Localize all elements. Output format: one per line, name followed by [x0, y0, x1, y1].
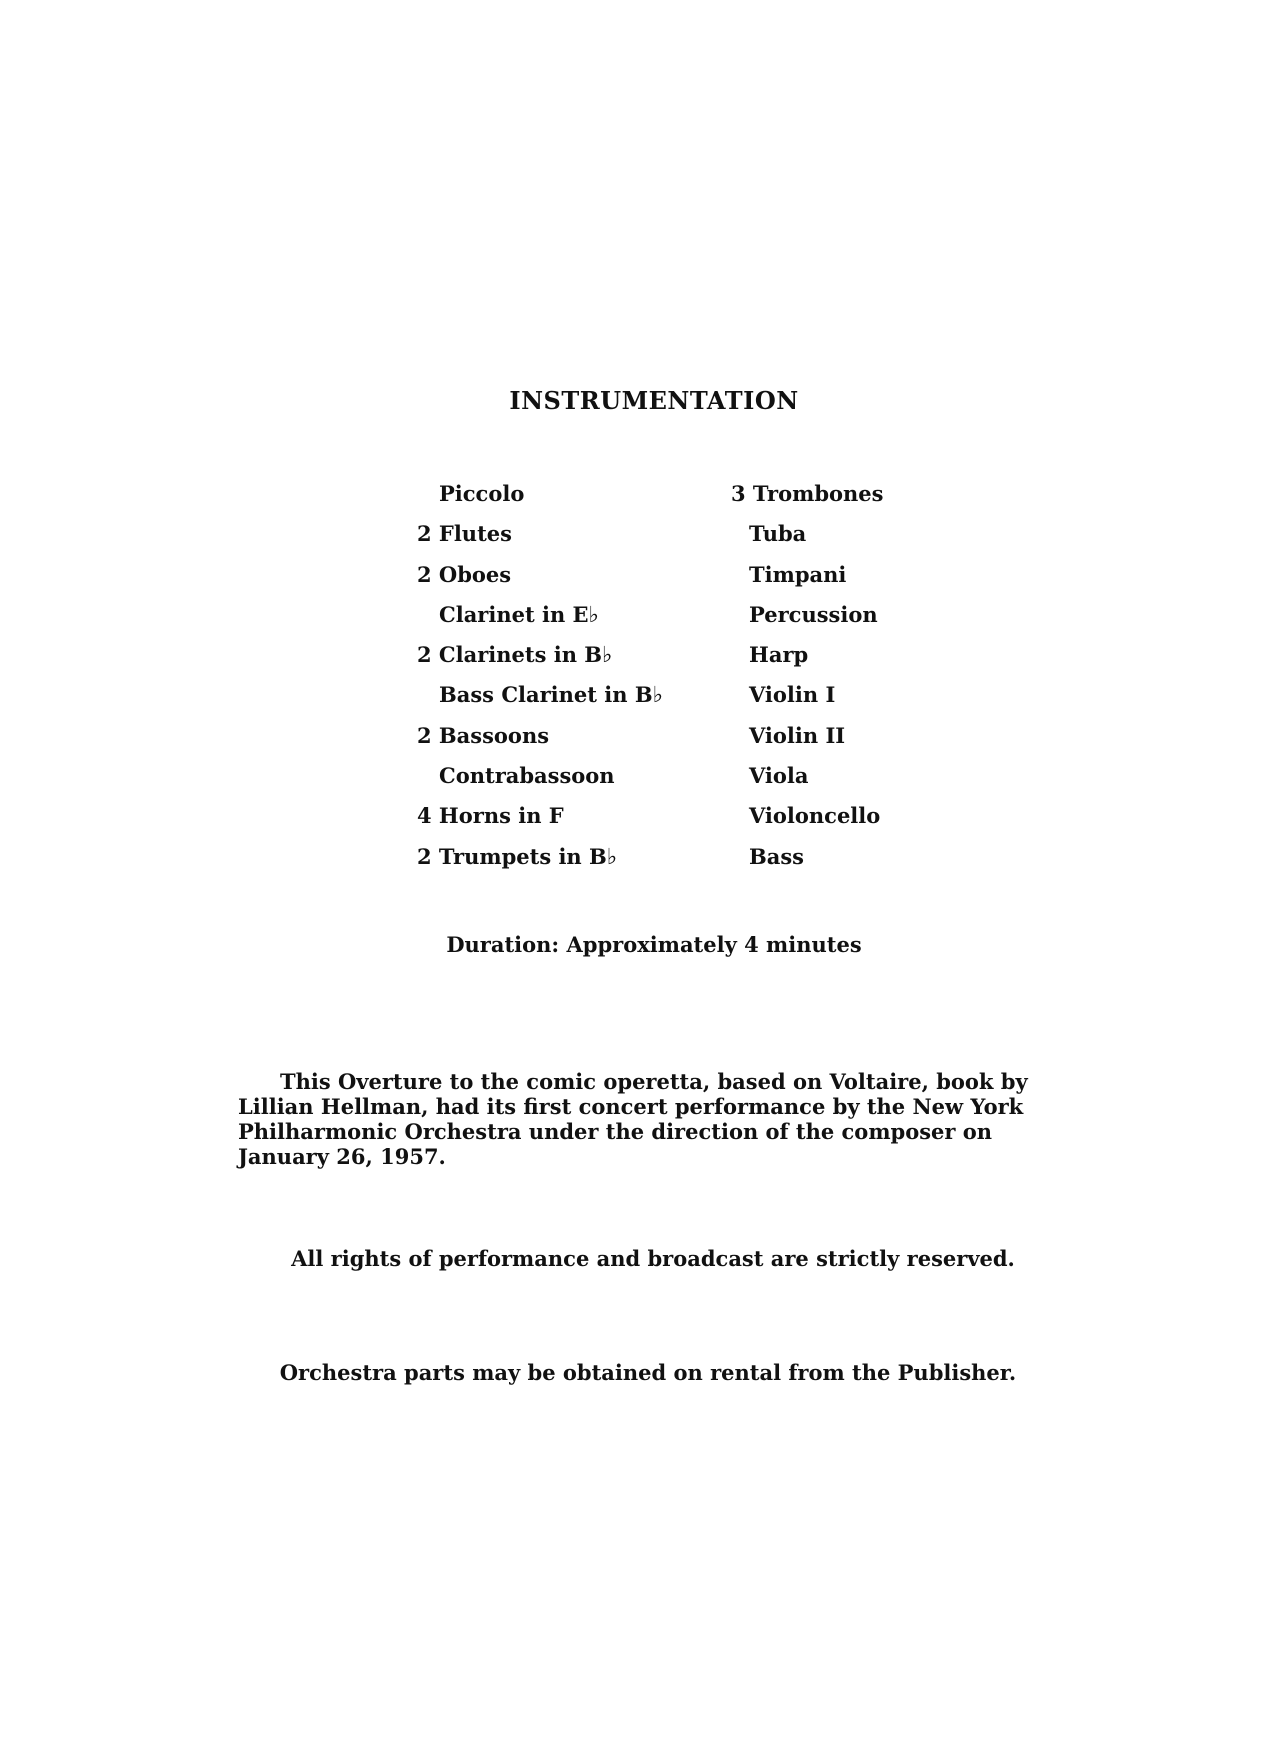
instrument-name: 4 Horns in F: [417, 803, 564, 829]
instrument-item: [417, 480, 663, 520]
flat-sign: ♭: [652, 683, 663, 709]
instrument-item: [417, 561, 663, 601]
instrument-item: [731, 641, 883, 681]
instrument-name: Violin I: [749, 682, 836, 708]
instrument-item: [417, 722, 663, 762]
instrument-name: Contrabassoon: [439, 763, 615, 789]
premiere-note: This Overture to the comic operetta, based on Voltaire, book by Lillian Hellman, had its first concert performance by the New York Philharmonic Orchestra under the direction of the composer on January 26, 1957.: [238, 1069, 1028, 1169]
instrument-name: Clarinet in E: [439, 601, 589, 627]
instrument-name: Timpani: [749, 561, 847, 587]
instrument-name: 2 Bassoons: [417, 722, 550, 748]
instrument-list-left: [417, 480, 663, 883]
instrument-name: 3 Trombones: [731, 481, 884, 506]
instrument-name: 2 Trumpets in B: [417, 843, 607, 869]
flat-sign: ♭: [602, 643, 613, 669]
instrument-item: [731, 843, 883, 883]
instrument-item: [417, 520, 663, 560]
instrument-name: 2 Clarinets in B: [417, 642, 603, 668]
instrument-item: [731, 802, 883, 842]
rights-notice: All rights of performance and broadcast are strictly reserved.: [291, 1246, 1015, 1271]
instrument-item: [731, 601, 883, 641]
instrument-item: [417, 802, 663, 842]
instrument-item: [731, 520, 883, 560]
duration-text: Duration: Approximately 4 minutes: [446, 932, 862, 957]
instrument-item: [731, 722, 883, 762]
instrument-item: [417, 762, 663, 802]
instrument-name: Harp: [749, 642, 809, 668]
instrument-item: [731, 480, 883, 520]
instrument-item: [417, 601, 663, 641]
instrument-item: [417, 681, 663, 721]
flat-sign: ♭: [606, 844, 618, 870]
instrument-name: Percussion: [749, 601, 878, 627]
instrument-item: [417, 843, 663, 883]
rental-notice: Orchestra parts may be obtained on rental from the Publisher.: [279, 1360, 1017, 1385]
instrument-name: Bass Clarinet in B: [439, 682, 653, 708]
instrument-name: Violin II: [749, 722, 846, 748]
instrument-name: Viola: [749, 763, 809, 789]
instrument-name: 2 Oboes: [417, 561, 512, 587]
instrument-name: 2 Flutes: [417, 521, 512, 547]
instrument-name: Tuba: [749, 521, 807, 547]
instrument-name: Violoncello: [749, 803, 881, 829]
instrument-name: Piccolo: [439, 481, 525, 506]
instrument-item: [731, 681, 883, 721]
instrument-item: [731, 561, 883, 601]
flat-sign: ♭: [588, 602, 599, 628]
instrument-list-right: [731, 480, 883, 883]
instrument-item: [731, 762, 883, 802]
page-heading: INSTRUMENTATION: [509, 386, 799, 415]
instrument-name: Bass: [749, 843, 805, 869]
instrument-item: [417, 641, 663, 681]
